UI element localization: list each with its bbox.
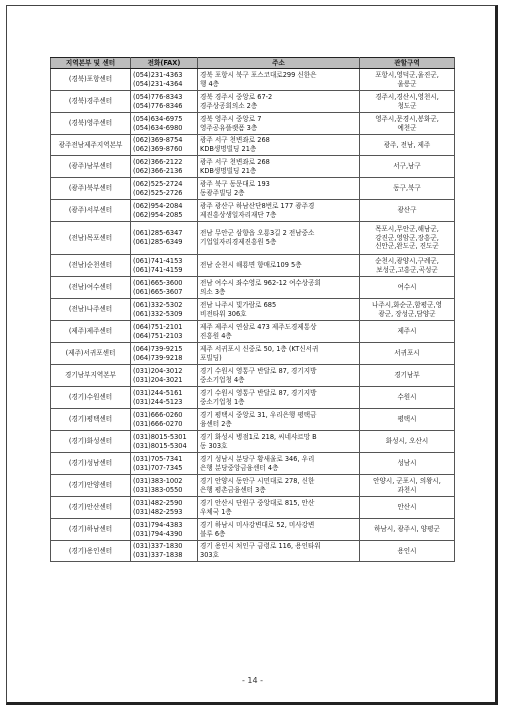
address-cell	[198, 475, 360, 497]
center-name-cell-line: (경북)포항센터	[68, 75, 113, 84]
phone-cell	[131, 222, 198, 255]
center-name-cell	[51, 321, 131, 343]
region-cell	[360, 343, 455, 365]
table-row	[51, 69, 455, 91]
address-cell-line: 포빌딩)	[200, 353, 222, 362]
address-cell-line: 303호	[200, 551, 219, 559]
address-cell	[198, 365, 360, 387]
center-name-cell-line: (경기)안양센터	[68, 481, 113, 490]
phone-cell	[131, 200, 198, 222]
center-name-cell-line: (전남)목포센터	[68, 233, 113, 242]
phone-cell-line: (062)366-2136	[133, 166, 183, 175]
table-header-row	[51, 58, 455, 69]
phone-cell	[131, 475, 198, 497]
table-row	[51, 156, 455, 178]
center-name-cell-line: (경기)하남센터	[68, 525, 113, 534]
center-name-cell	[51, 453, 131, 475]
table-row	[51, 519, 455, 541]
phone-cell	[131, 156, 198, 178]
phone-cell	[131, 497, 198, 519]
header-phone: 전화(FAX)	[131, 58, 198, 69]
address-cell	[198, 255, 360, 277]
phone-cell-line: (031)337-1830	[133, 542, 183, 551]
phone-cell	[131, 343, 198, 365]
address-cell	[198, 135, 360, 156]
table-row	[51, 321, 455, 343]
center-name-cell-line: 광주전남제주지역본부	[58, 140, 123, 149]
region-cell-line: 울릉군	[397, 79, 417, 88]
address-cell	[198, 277, 360, 299]
region-cell-line: 경기남부	[394, 371, 420, 380]
address-cell-line: 기업일자리경제진흥원 5층	[200, 238, 277, 246]
address-cell-line: 광주 광산구 하남산단8번로 177 광주경	[200, 201, 315, 210]
region-cell	[360, 387, 455, 409]
center-name-cell	[51, 200, 131, 222]
center-name-cell-line: (경기)수원센터	[68, 393, 113, 402]
phone-cell-line: (031)244-5123	[133, 397, 183, 406]
region-cell	[360, 431, 455, 453]
table-row	[51, 200, 455, 222]
phone-cell-line: (062)366-2122	[133, 157, 183, 166]
address-cell-line: 영주공유플랫폼 3층	[200, 123, 258, 132]
phone-cell	[131, 135, 198, 156]
region-cell	[360, 156, 455, 178]
region-cell-line: 과천시	[397, 485, 417, 494]
address-cell	[198, 299, 360, 321]
address-cell	[198, 387, 360, 409]
center-name-cell-line: (제주)서귀포센터	[65, 349, 116, 358]
phone-cell-line: (061)741-4159	[133, 265, 183, 274]
address-cell	[198, 321, 360, 343]
region-cell	[360, 91, 455, 113]
region-cell	[360, 299, 455, 321]
center-name-cell	[51, 541, 131, 562]
phone-cell-line: (061)332-5302	[133, 300, 183, 309]
region-cell-line: 영주시,문경시,봉화군,	[375, 114, 439, 123]
phone-cell-line: (061)285-6347	[133, 229, 183, 238]
region-cell	[360, 222, 455, 255]
center-name-cell-line: (경기)안산센터	[68, 503, 113, 512]
phone-cell-line: (031)337-1838	[133, 551, 183, 559]
phone-cell	[131, 431, 198, 453]
center-name-cell	[51, 135, 131, 156]
center-name-cell	[51, 69, 131, 91]
address-cell-line: 경기 평택시 중앙로 31, 우리은행 평택금	[200, 410, 317, 419]
address-cell	[198, 519, 360, 541]
phone-cell-line: (031)794-4383	[133, 520, 183, 529]
address-cell-line: 경기 성남시 분당구 황새울로 346, 우리	[200, 454, 315, 463]
phone-cell	[131, 519, 198, 541]
address-cell	[198, 222, 360, 255]
center-name-cell-line: (전남)여수센터	[68, 283, 113, 292]
phone-cell-line: (062)525-2724	[133, 179, 183, 188]
region-cell	[360, 200, 455, 222]
center-name-cell	[51, 519, 131, 541]
region-cell-line: 청도군	[397, 101, 417, 110]
address-cell-line: 경기 하남시 미사강변대로 52, 미사강변	[200, 520, 315, 529]
address-cell-line: 중소기업청 4층	[200, 375, 245, 384]
phone-cell-line: (031)204-3021	[133, 375, 183, 384]
page-number: - 14 -	[241, 676, 264, 685]
phone-cell-line: (064)739-9218	[133, 353, 183, 362]
table-row	[51, 387, 455, 409]
region-cell	[360, 321, 455, 343]
region-cell-line: 성남시	[397, 459, 417, 468]
table-row	[51, 299, 455, 321]
region-cell-line: 안산시	[397, 503, 417, 512]
address-cell	[198, 541, 360, 562]
region-cell	[360, 135, 455, 156]
address-cell-line: KDB생명빌딩 21층	[200, 166, 257, 175]
center-name-cell	[51, 475, 131, 497]
phone-cell	[131, 113, 198, 135]
address-cell	[198, 200, 360, 222]
region-cell-line: 여수시	[397, 283, 417, 292]
address-cell	[198, 69, 360, 91]
address-cell-line: 전남 여수시 좌수영로 962-12 여수상공회	[200, 278, 321, 287]
region-cell-line: 나주시,화순군,함평군,영	[372, 300, 442, 309]
address-cell-line: 경주상공회의소 2층	[200, 101, 258, 110]
region-cell-line: 안양시, 군포시, 의왕시,	[373, 476, 441, 485]
region-cell	[360, 519, 455, 541]
table-row	[51, 453, 455, 475]
region-cell-line: 화성시, 오산시	[385, 437, 429, 446]
address-cell	[198, 91, 360, 113]
phone-cell	[131, 541, 198, 562]
table-row	[51, 91, 455, 113]
center-name-cell	[51, 277, 131, 299]
region-cell-line: 평택시	[397, 415, 417, 424]
address-cell	[198, 453, 360, 475]
phone-cell-line: (031)705-7341	[133, 454, 183, 463]
center-name-cell-line: (경북)영주센터	[68, 119, 113, 128]
center-name-cell-line: (경기)평택센터	[68, 415, 113, 424]
phone-cell	[131, 69, 198, 91]
center-name-cell	[51, 222, 131, 255]
address-cell	[198, 497, 360, 519]
region-cell	[360, 365, 455, 387]
phone-cell-line: (031)244-5161	[133, 388, 183, 397]
address-cell-line: 경기 안양시 동안구 시민대로 278, 신한	[200, 476, 315, 485]
address-cell-line: 제주 제주시 연삼로 473 제주도경제통상	[200, 322, 317, 331]
region-cell-line: 제주시	[397, 327, 417, 336]
center-name-cell-line: (경기)용인센터	[68, 546, 113, 555]
phone-cell-line: (062)369-8760	[133, 145, 183, 153]
region-cell	[360, 453, 455, 475]
phone-cell-line: (031)8015-5301	[133, 432, 187, 441]
phone-cell-line: (031)383-1002	[133, 476, 183, 485]
table-body	[51, 69, 455, 562]
address-cell-line: 제주 서귀포시 신중로 50, 1층 (KT신서귀	[200, 344, 319, 353]
phone-cell-line: (064)751-2103	[133, 331, 183, 340]
table-row	[51, 431, 455, 453]
phone-cell-line: (061)665-3607	[133, 287, 183, 296]
table-row	[51, 497, 455, 519]
phone-cell	[131, 299, 198, 321]
center-name-cell	[51, 387, 131, 409]
address-cell-line: 경북 포항시 북구 포스코대로299 신한은	[200, 70, 317, 79]
region-cell	[360, 178, 455, 200]
phone-cell-line: (061)741-4153	[133, 256, 183, 265]
center-name-cell	[51, 431, 131, 453]
phone-cell	[131, 277, 198, 299]
phone-cell-line: (031)666-0270	[133, 419, 183, 428]
center-name-cell	[51, 178, 131, 200]
region-cell-line: 목포시,무안군,해남군,	[375, 225, 439, 234]
address-cell-line: 융센터 2층	[200, 419, 232, 428]
phone-cell	[131, 365, 198, 387]
phone-cell-line: (061)332-5309	[133, 309, 183, 318]
phone-cell-line: (031)204-3012	[133, 366, 183, 375]
phone-cell-line: (062)954-2084	[133, 201, 183, 210]
center-name-cell-line: (경기)성남센터	[68, 459, 113, 468]
phone-cell-line: (031)482-2590	[133, 498, 183, 507]
region-cell-line: 강진군,영암군,장흥군,	[375, 233, 439, 242]
address-cell-line: 경기 화성시 병점1로 218, 씨네샤르망 B	[200, 432, 317, 441]
phone-cell-line: (031)8015-5304	[133, 441, 187, 450]
region-cell-line: 수원시	[397, 393, 417, 402]
region-cell	[360, 277, 455, 299]
phone-cell-line: (031)666-0260	[133, 410, 183, 419]
phone-cell-line: (054)776-8343	[133, 92, 183, 101]
region-cell	[360, 113, 455, 135]
phone-cell	[131, 453, 198, 475]
address-cell-line: 비전타워 306호	[200, 309, 247, 318]
address-cell-line: 블루 6층	[200, 529, 226, 538]
center-directory-table	[50, 57, 455, 562]
address-cell-line: 경기 수원시 영통구 반달로 87, 경기지방	[200, 388, 317, 397]
phone-cell-line: (061)285-6349	[133, 238, 183, 246]
phone-cell	[131, 387, 198, 409]
center-name-cell	[51, 255, 131, 277]
table-row	[51, 365, 455, 387]
phone-cell-line: (031)707-7345	[133, 463, 183, 472]
address-cell-line: 경북 경주시 중앙로 67-2	[200, 92, 273, 101]
address-cell-line: 전남 나주시 빛가람로 685	[200, 300, 277, 309]
phone-cell-line: (064)751-2101	[133, 322, 183, 331]
phone-cell-line: (054)634-6980	[133, 123, 183, 132]
region-cell-line: 동구,북구	[393, 184, 421, 193]
address-cell-line: 행 4층	[200, 79, 220, 88]
phone-cell-line: (054)231-4363	[133, 70, 183, 79]
center-name-cell-line: (전남)순천센터	[68, 261, 113, 270]
center-name-cell	[51, 497, 131, 519]
region-cell-line: 경주시,경산시,영천시,	[375, 92, 439, 101]
address-cell-line: KDB생명빌딩 21층	[200, 145, 257, 153]
phone-cell	[131, 321, 198, 343]
center-name-cell	[51, 409, 131, 431]
region-cell-line: 순천시,광양시,구례군,	[375, 256, 439, 265]
address-cell-line: 경북 영주시 중앙로 7	[200, 114, 262, 123]
phone-cell-line: (061)665-3600	[133, 278, 183, 287]
header-address: 주소	[198, 58, 360, 69]
center-name-cell-line: (광주)서부센터	[68, 206, 113, 215]
table-row	[51, 222, 455, 255]
address-cell-line: 동 303호	[200, 441, 228, 450]
address-cell-line: 경기 용인시 처인구 금령로 116, 용인타워	[200, 542, 321, 551]
center-name-cell	[51, 113, 131, 135]
center-name-cell-line: (광주)북부센터	[68, 184, 113, 193]
phone-cell-line: (031)383-0550	[133, 485, 183, 494]
region-cell-line: 광주, 전남, 제주	[383, 140, 431, 149]
region-cell-line: 용인시	[397, 546, 417, 555]
region-cell	[360, 69, 455, 91]
address-cell-line: 중소기업청 1층	[200, 397, 245, 406]
center-name-cell	[51, 156, 131, 178]
phone-cell	[131, 178, 198, 200]
center-name-cell	[51, 91, 131, 113]
region-cell	[360, 255, 455, 277]
header-region: 관할구역	[360, 58, 455, 69]
address-cell-line: 우체국 1층	[200, 507, 232, 516]
address-cell-line: 제진흥상생일자리재단 7층	[200, 210, 277, 219]
address-cell	[198, 178, 360, 200]
phone-cell-line: (062)369-8754	[133, 136, 183, 145]
address-cell-line: 전남 무안군 삼향읍 오룡3길 2 전남중소	[200, 229, 315, 238]
region-cell-line: 광군, 장성군,담양군	[378, 309, 436, 318]
region-cell	[360, 409, 455, 431]
center-name-cell-line: 경기남부지역본부	[65, 371, 116, 380]
region-cell-line: 포항시,영덕군,울진군,	[375, 70, 439, 79]
center-name-cell	[51, 299, 131, 321]
region-cell-line: 예천군	[397, 123, 417, 132]
region-cell	[360, 497, 455, 519]
address-cell-line: 진흥원 4층	[200, 331, 232, 340]
address-cell-line: 전남 순천시 해룡면 향매로109 5층	[200, 261, 302, 270]
region-cell-line: 서구,남구	[393, 162, 421, 171]
address-cell-line: 은행 평촌금융센터 3층	[200, 485, 266, 494]
center-name-cell-line: (경북)경주센터	[68, 97, 113, 106]
table-row	[51, 343, 455, 365]
center-name-cell-line: (제주)제주센터	[68, 327, 113, 336]
region-cell-line: 광산구	[397, 206, 417, 215]
center-name-cell-line: (광주)남부센터	[68, 162, 113, 171]
address-cell-line: 경기 안산시 단원구 중앙대로 815, 안산	[200, 498, 315, 507]
center-name-cell-line: (전남)나주센터	[68, 305, 113, 314]
address-cell	[198, 156, 360, 178]
address-cell	[198, 113, 360, 135]
header-center: 지역본부 및 센터	[51, 58, 131, 69]
table-row	[51, 113, 455, 135]
phone-cell-line: (054)634-6975	[133, 114, 183, 123]
table-row	[51, 178, 455, 200]
table-row	[51, 409, 455, 431]
region-cell-line: 하남시, 광주시, 양평군	[374, 525, 440, 534]
region-cell	[360, 475, 455, 497]
table-row	[51, 475, 455, 497]
address-cell-line: 광주 서구 천변좌로 268	[200, 157, 270, 166]
address-cell-line: 은행 분당중앙금융센터 4층	[200, 463, 279, 472]
table-row	[51, 135, 455, 156]
address-cell-line: 광주 북구 동문대로 193	[200, 179, 270, 188]
table-row	[51, 541, 455, 562]
center-name-cell	[51, 343, 131, 365]
address-cell-line: 광주 서구 천변좌로 268	[200, 136, 270, 145]
table-row	[51, 255, 455, 277]
address-cell	[198, 409, 360, 431]
center-name-cell-line: (경기)화성센터	[68, 437, 113, 446]
phone-cell-line: (054)231-4364	[133, 79, 183, 88]
phone-cell	[131, 255, 198, 277]
table-row	[51, 277, 455, 299]
center-name-cell	[51, 365, 131, 387]
address-cell-line: 동광주빌딩 2층	[200, 188, 245, 197]
phone-cell	[131, 409, 198, 431]
phone-cell-line: (054)776-8346	[133, 101, 183, 110]
address-cell	[198, 431, 360, 453]
phone-cell-line: (062)525-2726	[133, 188, 183, 197]
region-cell-line: 서귀포시	[394, 349, 420, 358]
region-cell-line: 보성군,고흥군,곡성군	[376, 265, 438, 274]
phone-cell	[131, 91, 198, 113]
address-cell-line: 의소 3층	[200, 287, 226, 296]
phone-cell-line: (031)482-2593	[133, 507, 183, 516]
phone-cell-line: (031)794-4390	[133, 529, 183, 538]
address-cell-line: 경기 수원시 영통구 반달로 87, 경기지방	[200, 366, 317, 375]
region-cell	[360, 541, 455, 562]
address-cell	[198, 343, 360, 365]
phone-cell-line: (064)739-9215	[133, 344, 183, 353]
region-cell-line: 신안군,완도군, 진도군	[375, 242, 439, 251]
phone-cell-line: (062)954-2085	[133, 210, 183, 219]
